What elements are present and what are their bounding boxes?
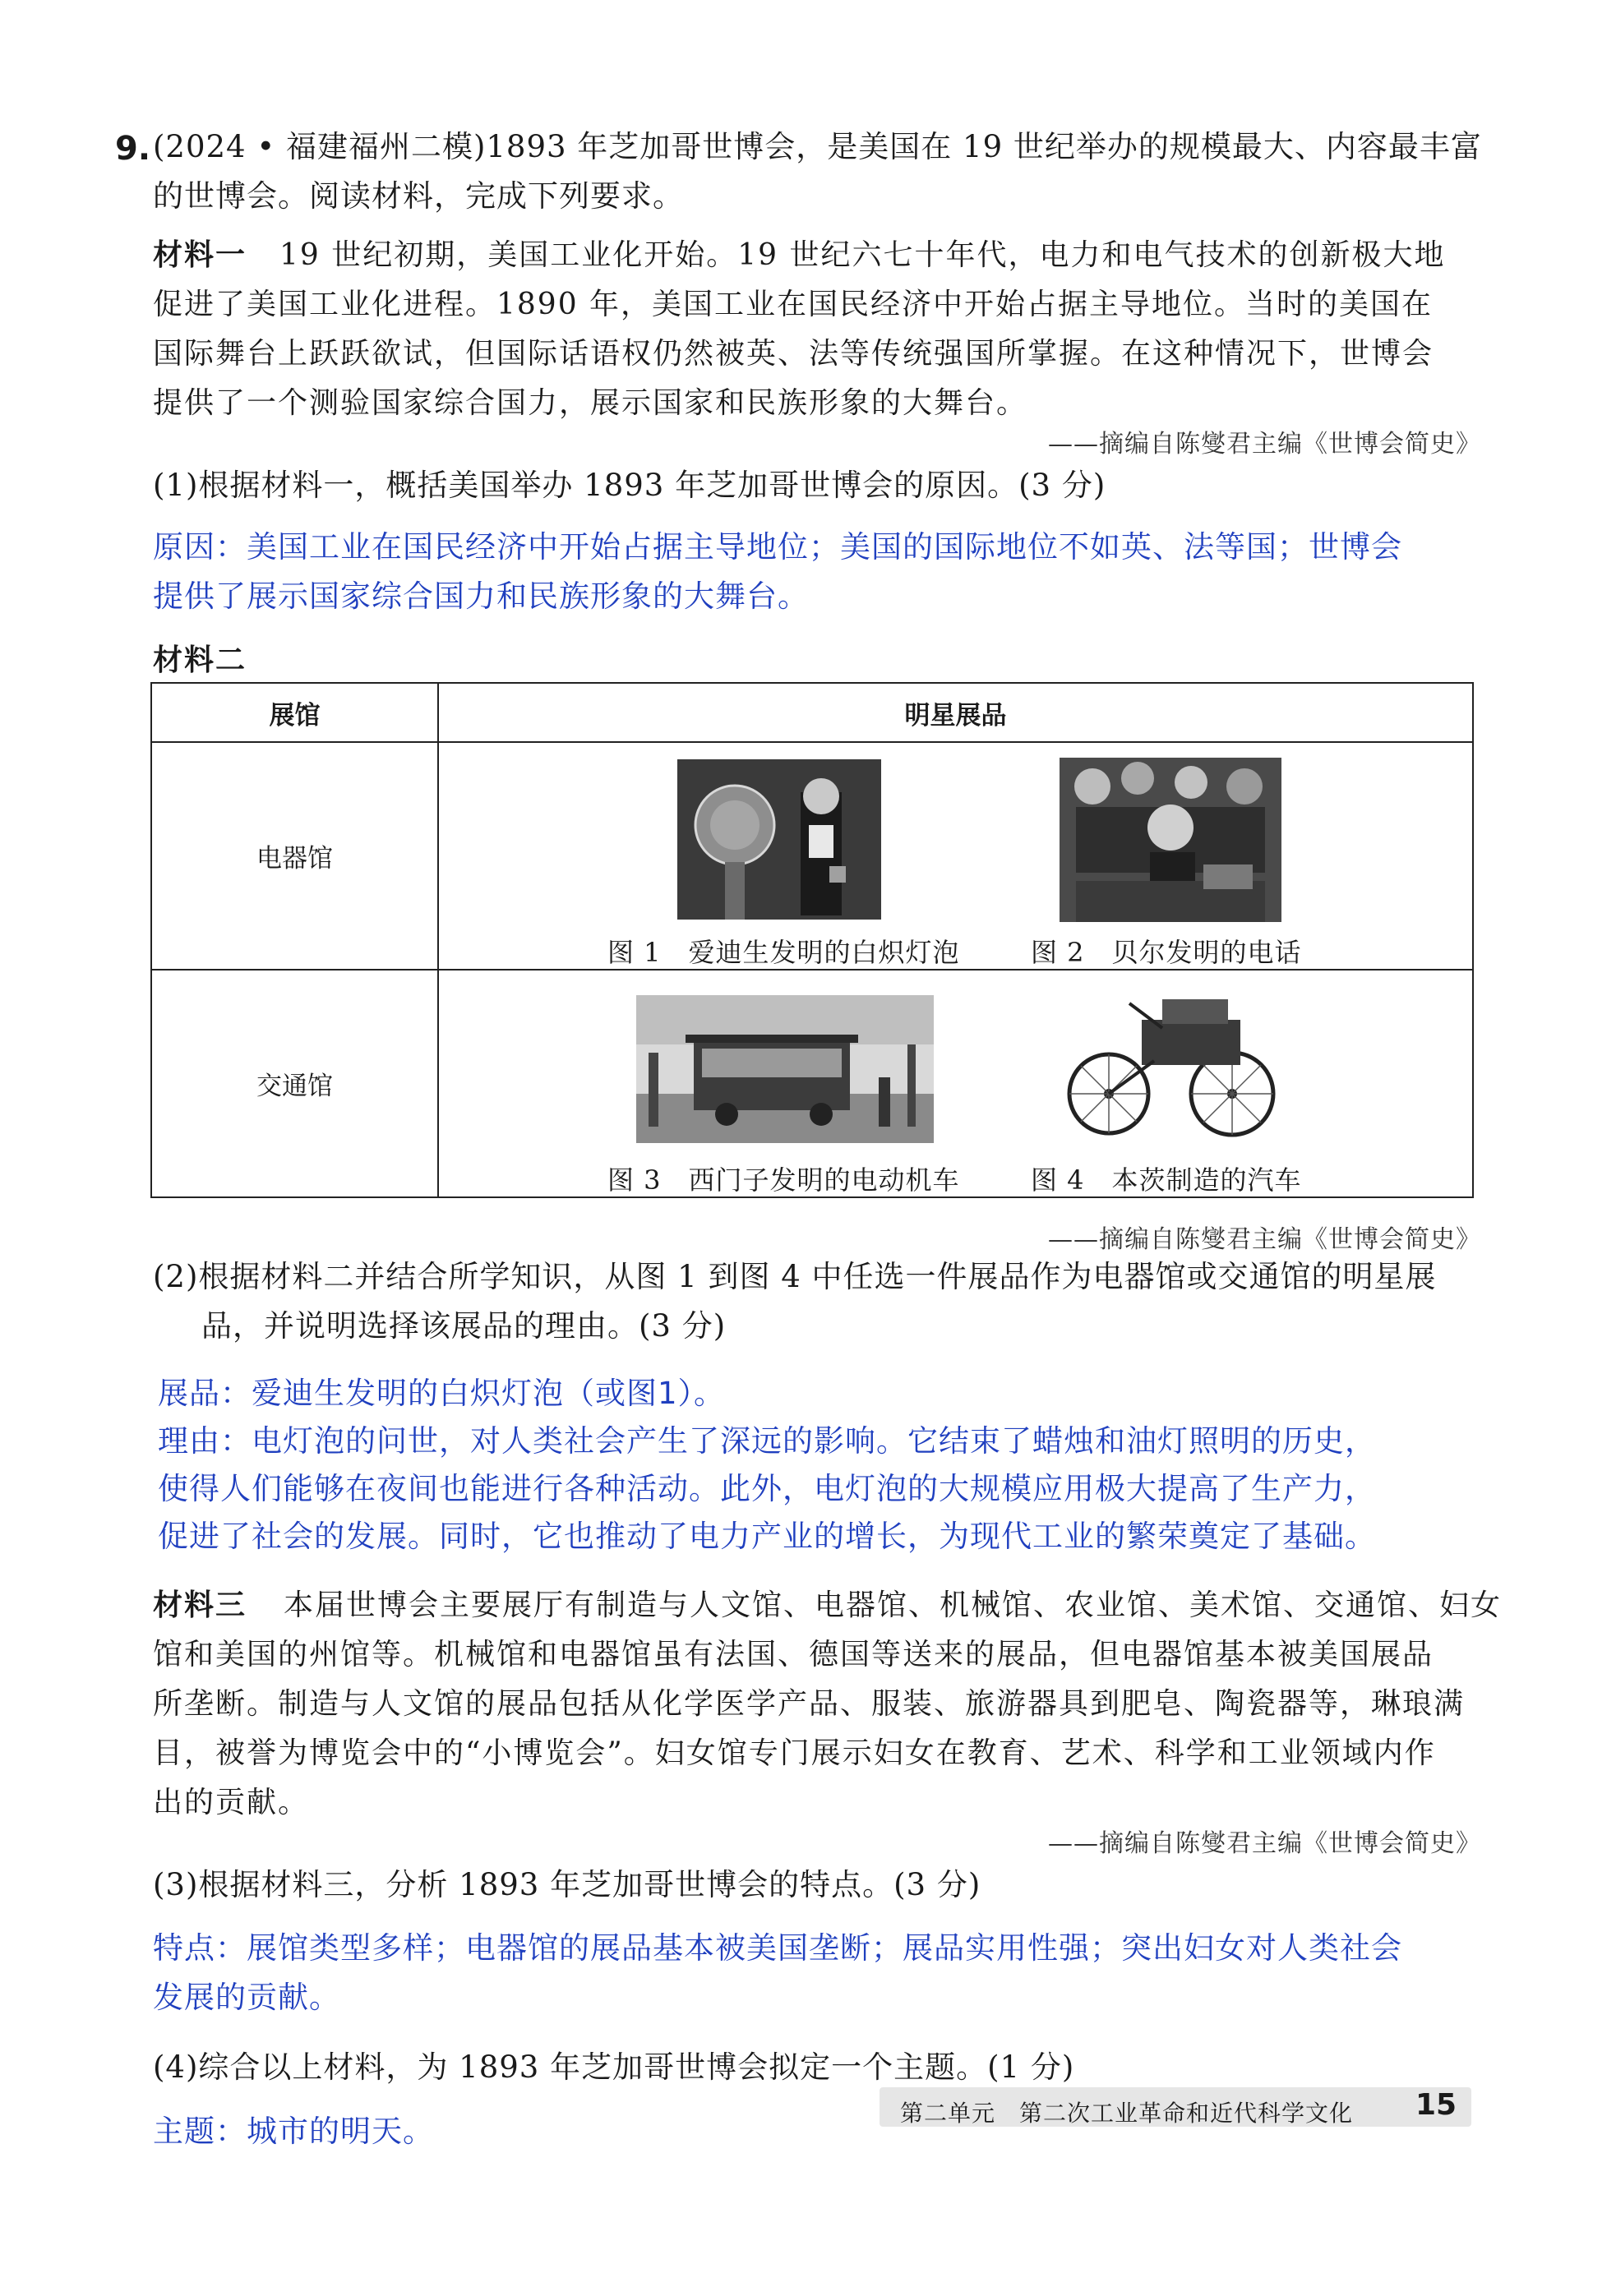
q3-prompt: (3)根据材料三，分析 1893 年芝加哥世博会的特点。(3 分) xyxy=(153,1867,981,1902)
q2-prompt-line2: 品，并说明选择该展品的理由。(3 分) xyxy=(201,1308,727,1344)
header-pavilion: 展馆 xyxy=(151,683,438,742)
pavilion-transport: 交通馆 xyxy=(151,970,438,1197)
material2-label: 材料二 xyxy=(153,643,247,677)
q2-answer-line: 理由：电灯泡的问世，对人类社会产生了深远的影响。它结束了蜡烛和油灯照明的历史， xyxy=(158,1423,1376,1459)
siemens-tram-photo xyxy=(636,995,934,1143)
figure-caption: 图 1 爱迪生发明的白炽灯泡 xyxy=(607,937,960,968)
edison-lightbulb-photo xyxy=(677,759,881,920)
table-row xyxy=(151,970,1473,1197)
question-intro-line1: (2024 • 福建福州二模)1893 年芝加哥世博会，是美国在 19 世纪举办的规模最大、内容最丰富 xyxy=(153,129,1482,164)
material1-line: 国际舞台上跃跃欲试，但国际话语权仍然被英、法等传统强国所掌握。在这种情况下，世博会 xyxy=(153,337,1434,371)
q1-answer-line: 原因：美国工业在国民经济中开始占据主导地位；美国的国际地位不如英、法等国；世博会 xyxy=(153,529,1402,565)
material3-line: 目，被誉为博览会中的“小博览会”。妇女馆专门展示妇女在教育、艺术、科学和工业领域内作 xyxy=(153,1736,1436,1770)
q3-answer-line: 发展的贡献。 xyxy=(153,1980,340,2015)
figure-caption: 图 4 本茨制造的汽车 xyxy=(1031,1164,1302,1196)
q2-prompt-line1: (2)根据材料二并结合所学知识，从图 1 到图 4 中任选一件展品作为电器馆或交通馆的明星展 xyxy=(153,1259,1437,1294)
material2-source: ——摘编自陈燮君主编《世博会简史》 xyxy=(1048,1225,1481,1254)
q1-prompt: (1)根据材料一，概括美国举办 1893 年芝加哥世博会的原因。(3 分) xyxy=(153,468,1106,503)
material1-line: 19 世纪初期，美国工业化开始。19 世纪六七十年代，电力和电气技术的创新极大地 xyxy=(279,238,1446,272)
material3-line: 出的贡献。 xyxy=(153,1786,310,1819)
material3-line: 本届世博会主要展厅有制造与人文馆、电器馆、机械馆、农业馆、美术馆、交通馆、妇女 xyxy=(284,1588,1503,1622)
q4-answer: 主题：城市的明天。 xyxy=(153,2114,434,2149)
material3-line: 所垄断。制造与人文馆的展品包括从化学医学产品、服装、旅游器具到肥皂、陶瓷器等，琳琅满 xyxy=(153,1687,1466,1721)
table-row xyxy=(151,742,1473,970)
material1-line: 提供了一个测验国家综合国力，展示国家和民族形象的大舞台。 xyxy=(153,386,1028,420)
q4-prompt: (4)综合以上材料，为 1893 年芝加哥世博会拟定一个主题。(1 分) xyxy=(153,2049,1075,2085)
material1-source: ——摘编自陈燮君主编《世博会简史》 xyxy=(1048,430,1481,459)
q2-answer-line: 促进了社会的发展。同时，它也推动了电力产业的增长，为现代工业的繁荣奠定了基础。 xyxy=(158,1519,1376,1554)
q1-answer-line: 提供了展示国家综合国力和民族形象的大舞台。 xyxy=(153,579,809,614)
question-number: 9. xyxy=(115,130,151,168)
question-intro-line2: 的世博会。阅读材料，完成下列要求。 xyxy=(153,178,684,214)
material1-line: 促进了美国工业化进程。1890 年，美国工业在国民经济中开始占据主导地位。当时的美国在 xyxy=(153,288,1434,321)
material1-label: 材料一 xyxy=(153,238,247,272)
footer-unit: 第二单元 第二次工业革命和近代科学文化 xyxy=(900,2100,1354,2127)
pavilion-electric: 电器馆 xyxy=(151,742,438,970)
figure-caption: 图 2 贝尔发明的电话 xyxy=(1031,937,1302,968)
q2-answer-line: 展品：爱迪生发明的白炽灯泡（或图1）。 xyxy=(158,1376,726,1411)
material3-line: 馆和美国的州馆等。机械馆和电器馆虽有法国、德国等送来的展品，但电器馆基本被美国展品 xyxy=(153,1638,1434,1671)
q3-answer-line: 特点：展馆类型多样；电器馆的展品基本被美国垄断；展品实用性强；突出妇女对人类社会 xyxy=(153,1930,1402,1966)
exhibits-table xyxy=(150,682,1474,1198)
figure-caption: 图 3 西门子发明的电动机车 xyxy=(607,1164,960,1196)
page-number: 15 xyxy=(1415,2088,1457,2122)
material3-label: 材料三 xyxy=(153,1588,247,1622)
q2-answer-line: 使得人们能够在夜间也能进行各种活动。此外，电灯泡的大规模应用极大提高了生产力， xyxy=(158,1471,1376,1506)
material3-source: ——摘编自陈燮君主编《世博会简史》 xyxy=(1048,1829,1481,1858)
bell-telephone-photo xyxy=(1060,758,1281,922)
header-exhibits: 明星展品 xyxy=(438,683,1473,742)
benz-car-photo xyxy=(1064,987,1286,1151)
